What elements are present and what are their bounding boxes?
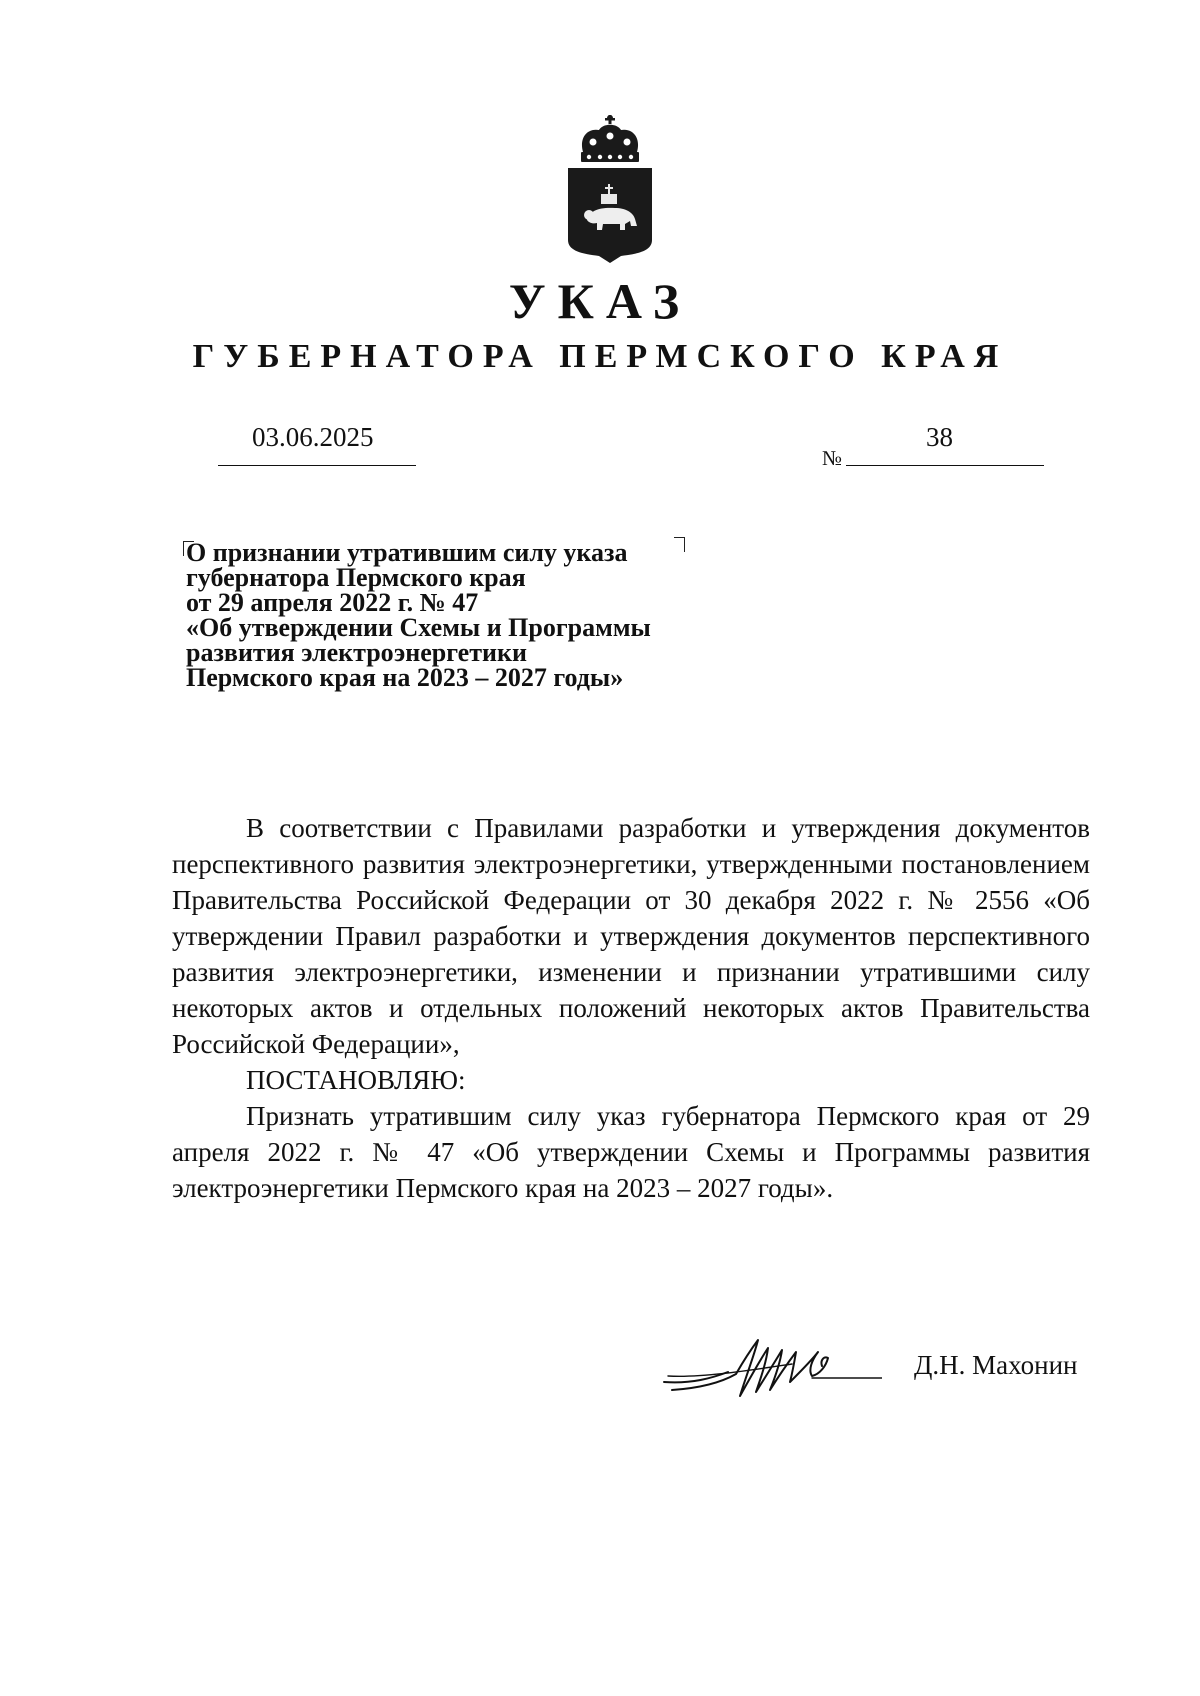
date-underline — [218, 465, 416, 466]
coat-of-arms-icon — [565, 112, 655, 264]
decree-number: 38 — [926, 422, 953, 452]
signatory-name: Д.Н. Махонин — [914, 1350, 1078, 1380]
number-sign: № — [822, 446, 843, 470]
resolution-paragraph: Признать утратившим силу указ губернатора Пермского края от 29 апреля 2022 г. № 47 «Об утверждении Схемы и Программы развития электроэнергетики Пермского края на 2023 – 2027 годы». — [172, 1101, 1090, 1203]
decree-word: ПОСТАНОВЛЯЮ: — [246, 1065, 466, 1095]
heading-line: развития электроэнергетики — [186, 638, 527, 667]
decree-date: 03.06.2025 — [252, 422, 374, 452]
heading-line: «Об утверждении Схемы и Программы — [186, 613, 651, 642]
preamble-paragraph: В соответствии с Правилами разработки и утверждения документов перспективного развития электроэнергетики, утвержденными постановлением Правительства Российской Федерации от 30 декабря 2022 г. № 2556 «Об утверждении Правил разработки и утверждения документов перспективного развития электроэнергетики, изменении и признании утратившими силу некоторых актов и отдельных положений некоторых актов Правительства Российской Федерации», — [172, 813, 1090, 1059]
decree-body — [172, 810, 1090, 1206]
decree-heading — [186, 540, 706, 690]
heading-line: О признании утратившим силу указа — [186, 538, 628, 567]
number-underline — [846, 465, 1044, 466]
handwritten-signature-icon — [662, 1330, 882, 1402]
heading-line: от 29 апреля 2022 г. № 47 — [186, 588, 479, 617]
heading-line: губернатора Пермского края — [186, 563, 526, 592]
document-subtitle: ГУБЕРНАТОРА ПЕРМСКОГО КРАЯ — [192, 338, 1008, 375]
heading-line: Пермского края на 2023 – 2027 годы» — [186, 663, 624, 692]
document-title: УКАЗ — [508, 273, 692, 329]
